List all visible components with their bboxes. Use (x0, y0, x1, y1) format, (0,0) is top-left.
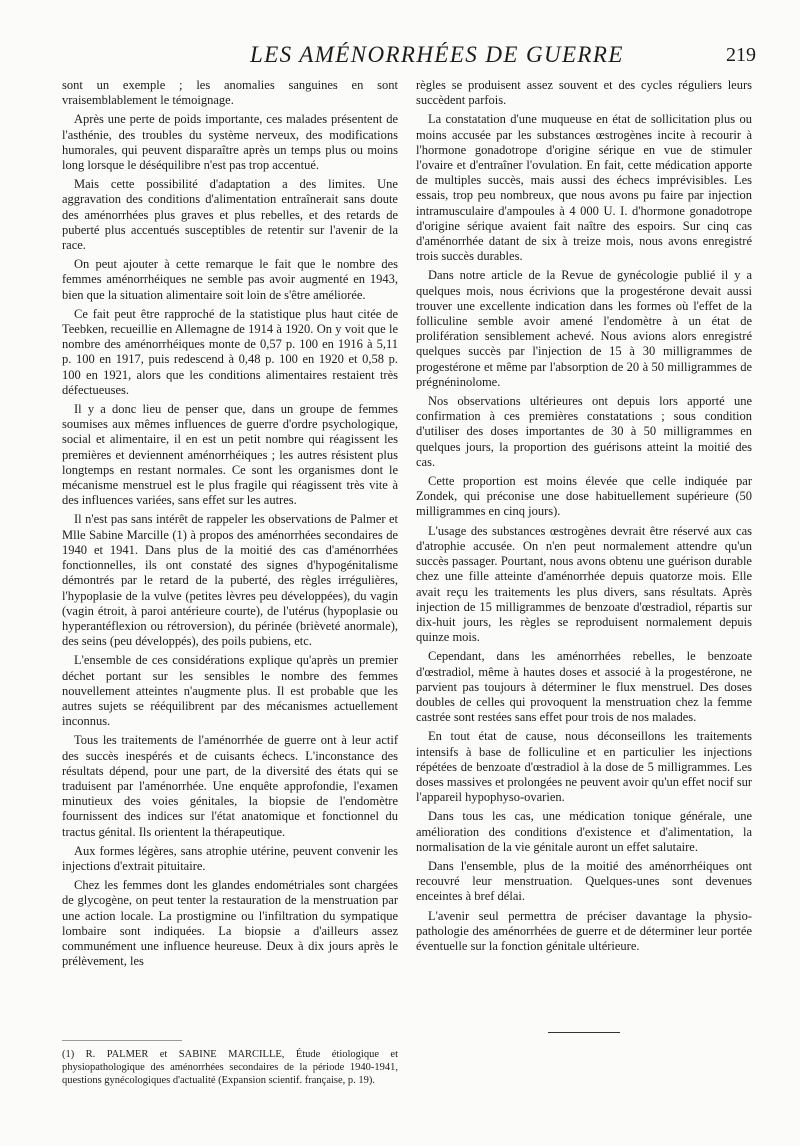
paragraph: Dans tous les cas, une médication tonique générale, une amélioration des conditions d'existence et d'alimentation, la normalisation de la vie génitale auront un effet salutaire. (416, 809, 752, 854)
paragraph: On peut ajouter à cette remarque le fait que le nombre des femmes aménorrhéiques ne semble pas avoir augmenté en 1943, bien que la situation alimentaire soit loin de s'être améliorée. (62, 257, 398, 302)
paragraph: sont un exemple ; les anomalies sanguines en sont vraisemblablement le témoignage. (62, 78, 398, 108)
end-divider (548, 1032, 620, 1033)
paragraph: Il n'est pas sans intérêt de rappeler les observations de Palmer et Mlle Sabine Marcille (1) à propos des aménorrhées secondaires de 1940 et 1941. Dans plus de la moitié des cas d'aménorrhées fonctionnelles, ils ont constaté des signes d'hypogénitalisme démontrés par le retard de la puberté, des règles irrégulières, l'hypoplasie de la vulve (petites lèvres peu développées), du vagin (vagin étroit, à paroi antérieure courte), de l'utérus (hypoplasie ou hyperantéflexion ou rétroversion), du périnée (brièveté anormale), des seins (peu développés), des poils pubiens, etc. (62, 512, 398, 649)
running-header (0, 42, 800, 72)
paragraph: Après une perte de poids importante, ces malades présentent de l'asthénie, des troubles du système nerveux, des modifications humorales, qui peuvent disparaître après un temps plus ou moins long lorsque le déséquilibre n'est pas trop accentué. (62, 112, 398, 173)
paragraph: Il y a donc lieu de penser que, dans un groupe de femmes soumises aux mêmes influences de guerre d'ordre psychologique, social et alimentaire, il en est un petit nombre qui réagissent les premières et deviennent aménorrhéiques ; les autres résistent plus longtemps en restant normales. Ce sont les organismes dont le mécanisme menstruel est le plus fragile qui réagissent très vite à des influences variées, sans effet sur les autres. (62, 402, 398, 508)
paragraph: Tous les traitements de l'aménorrhée de guerre ont à leur actif des succès inespérés et de cuisants échecs. L'inconstance des résultats dépend, pour une part, de la diversité des états qui se traduisent par l'aménorrhée. Une enquête approfondie, l'examen minutieux des voies génitales, la biopsie de l'endomètre fournissent des indices sur l'état anatomique et fonctionnel du tractus génital. Ils orientent la thérapeutique. (62, 733, 398, 839)
paragraph: règles se produisent assez souvent et des cycles réguliers leurs succèdent parfois. (416, 78, 752, 108)
paragraph: L'ensemble de ces considérations explique qu'après un premier déchet portant sur les sensibles le nombre des femmes nouvellement atteintes n'augmente plus. Il est probable que les autres sujets se rééquilibrent par des mécanismes actuellement inconnus. (62, 653, 398, 729)
paragraph: L'avenir seul permettra de préciser davantage la physio-pathologie des aménorrhées de guerre et de déterminer leur portée éventuelle sur la fonction génitale ultérieure. (416, 908, 752, 953)
paragraph: La constatation d'une muqueuse en état de sollicitation plus ou moins accusée par les substances œstrogènes incite à recourir à l'hormone gonadotrope d'origine sérique en vue de stimuler l'ovaire et d'entraîner l'ovulation. En fait, cette médication apporte de multiples succès, mais aussi des échecs imprévisibles. Les essais, trop peu nombreux, que nous avons pu faire par injection intramusculaire d'ampoules à 4 000 U. I. d'hormone gonadotrope d'origine sérique avaient fait naître des espoirs. Sur cinq cas d'aménorrhée datant de six à treize mois, nous avons enregistré trois succès durables. (416, 112, 752, 264)
paragraph: L'usage des substances œstrogènes devrait être réservé aux cas d'atrophie accusée. On n'en peut normalement attendre qu'un succès passager. Pourtant, nous avons obtenu une guérison durable chez une fille atteinte d'aménorrhée depuis quatorze mois. Elle avait reçu les traitements les plus divers, sans résultats. Après injection de 15 milligrammes de benzoate d'œstradiol, répartis sur dix-huit jours, les règles se reproduisent normalement depuis quinze mois. (416, 523, 752, 645)
paragraph: Aux formes légères, sans atrophie utérine, peuvent convenir les injections d'extrait pituitaire. (62, 843, 398, 873)
page-title: LES AMÉNORRHÉES DE GUERRE (250, 42, 624, 67)
paragraph: Mais cette possibilité d'adaptation a des limites. Une aggravation des conditions d'alimentation entraînerait sans doute des aménorrhées plus graves et plus rebelles, et des retards de puberté plus accentués susceptibles de retentir sur l'avenir de la race. (62, 177, 398, 253)
paragraph: Nos observations ultérieures ont depuis lors apporté une confirmation à ces premières constatations ; sous condition d'utiliser des doses importantes de 30 à 50 milligrammes en quelques jours, la proportion des guérisons atteint la moitié des cas. (416, 394, 752, 469)
paragraph: Chez les femmes dont les glandes endométriales sont chargées de glycogène, on peut tenter la restauration de la menstruation par une action locale. La prostigmine ou l'infiltration du sympatique lombaire sont indiquées. La biopsie a d'ailleurs assez communément une influence heureuse. Deux à dix jours après le prélèvement, les (62, 878, 398, 969)
paragraph: Dans l'ensemble, plus de la moitié des aménorrhéiques ont recouvré leur menstruation. Quelques-unes sont devenues enceintes à bref délai. (416, 858, 752, 904)
footnote: (1) R. PALMER et SABINE MARCILLE, Étude étiologique et physiopathologique des aménorrhées secondaires de la période 1940-1941, questions gynécologiques d'actualité (Expansion scientif. française, p. 19). (62, 1049, 398, 1086)
right-column (416, 78, 752, 958)
paragraph: Cependant, dans les aménorrhées rebelles, le benzoate d'œstradiol, même à hautes doses et associé à la progestérone, ne parvient pas toujours à déterminer le flux menstruel. Des doses doubles de celles qui provoquent la menstruation chez la femme castrée sont restées sans effet pour trois de nos malades. (416, 649, 752, 725)
paragraph: Ce fait peut être rapproché de la statistique plus haut citée de Teebken, recueillie en Allemagne de 1914 à 1920. On y voit que le nombre des aménorrhéiques monte de 0,57 p. 100 en 1916 à 5,11 p. 100 en 1917, puis redescend à 0,48 p. 100 en 1920 et 0,58 p. 100 en 1921, alors que les conditions alimentaires restaient très défectueuses. (62, 306, 398, 397)
page-number: 219 (726, 44, 756, 66)
paragraph: Dans notre article de la Revue de gynécologie publié il y a quelques mois, nous écrivions que la progestérone devait aussi trouver une excellente indication dans les formes où l'effet de la folliculine semble avoir amené l'endomètre à un état de prolifération sensiblement achevé. Nous avions alors enregistré quelques succès par l'injection de 15 à 30 milligrammes de progestérone et même par l'absorption de 20 à 50 milligrammes de prégnéninolome. (416, 268, 752, 389)
left-column (62, 78, 398, 973)
paragraph: Cette proportion est moins élevée que celle indiquée par Zondek, qui préconise une dose habituellement supérieure (50 milligrammes en cinq jours). (416, 474, 752, 519)
footnote-divider (62, 1040, 182, 1041)
paragraph: En tout état de cause, nous déconseillons les traitements intensifs à base de folliculine et en particulier les injections répétées de benzoate d'œstradiol à la dose de 5 milligrammes. Les doses massives et prolongées ne peuvent avoir qu'un effet nocif sur l'appareil hypophyso-ovarien. (416, 729, 752, 805)
